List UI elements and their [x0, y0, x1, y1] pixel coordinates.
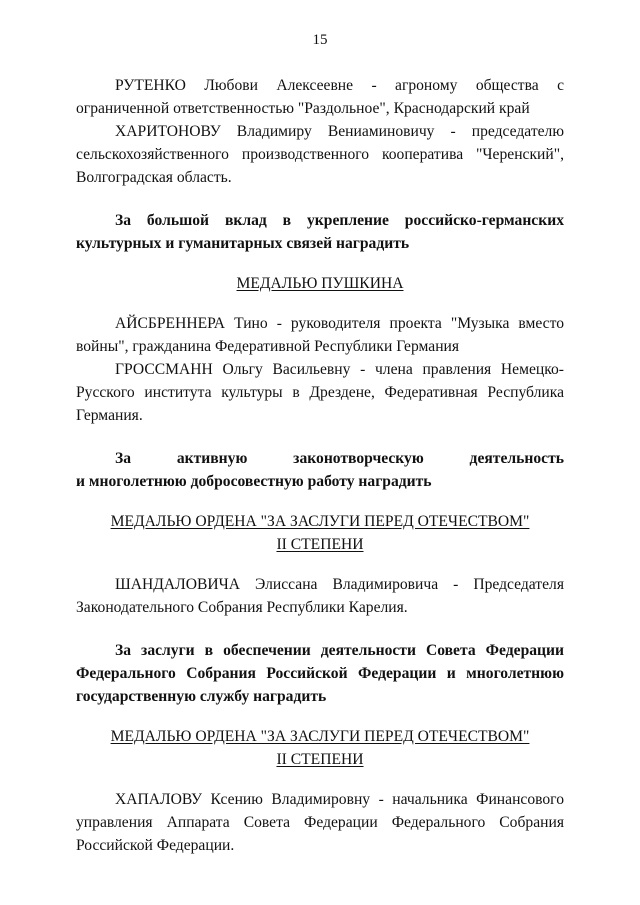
- document-page: [76, 0, 564, 905]
- award-title: МЕДАЛЬЮ ОРДЕНА "ЗА ЗАСЛУГИ ПЕРЕД ОТЕЧЕСТВОМ": [110, 513, 530, 530]
- award-entry: ХАПАЛОВУ Ксению Владимировну - начальника Финансового управления Аппарата Совета Федерации Федерального Собрания Российской Федерации.: [76, 791, 564, 854]
- award-title: МЕДАЛЬЮ ПУШКИНА: [236, 275, 404, 292]
- award-intro: За большой вклад в укрепление российско-германских культурных и гуманитарных связей наградить: [76, 212, 564, 252]
- award-entry: РУТЕНКО Любови Алексеевне - агроному общества с ограниченной ответственностью "Раздольное", Краснодарский край: [76, 77, 564, 117]
- award-entry: АЙСБРЕННЕРА Тино - руководителя проекта "Музыка вместо войны", гражданина Федеративной Республики Германия: [76, 315, 564, 355]
- award-intro: и многолетнюю добросовестную работу наградить: [76, 473, 432, 490]
- award-intro: За заслуги в обеспечении деятельности Совета Федерации Федерального Собрания Российской Федерации и многолетнюю государственную службу наградить: [76, 642, 564, 705]
- award-entry: ГРОССМАНН Ольгу Васильевну - члена правления Немецко-Русского института культуры в Дрездене, Федеративная Республика Германия.: [76, 361, 564, 424]
- award-degree: II СТЕПЕНИ: [276, 536, 364, 553]
- award-intro: За активную законотворческую деятельность: [115, 450, 564, 467]
- award-degree: II СТЕПЕНИ: [276, 751, 364, 768]
- award-title: МЕДАЛЬЮ ОРДЕНА "ЗА ЗАСЛУГИ ПЕРЕД ОТЕЧЕСТВОМ": [110, 728, 530, 745]
- award-entry: ХАРИТОНОВУ Владимиру Вениаминовичу - председателю сельскохозяйственного производственного кооператива "Черенский", Волгоградская область.: [76, 123, 564, 186]
- award-entry: ШАНДАЛОВИЧА Элиссана Владимировича - Председателя Законодательного Собрания Республики Карелия.: [76, 576, 564, 616]
- page-number: 15: [312, 32, 328, 48]
- document-body: [76, 74, 564, 857]
